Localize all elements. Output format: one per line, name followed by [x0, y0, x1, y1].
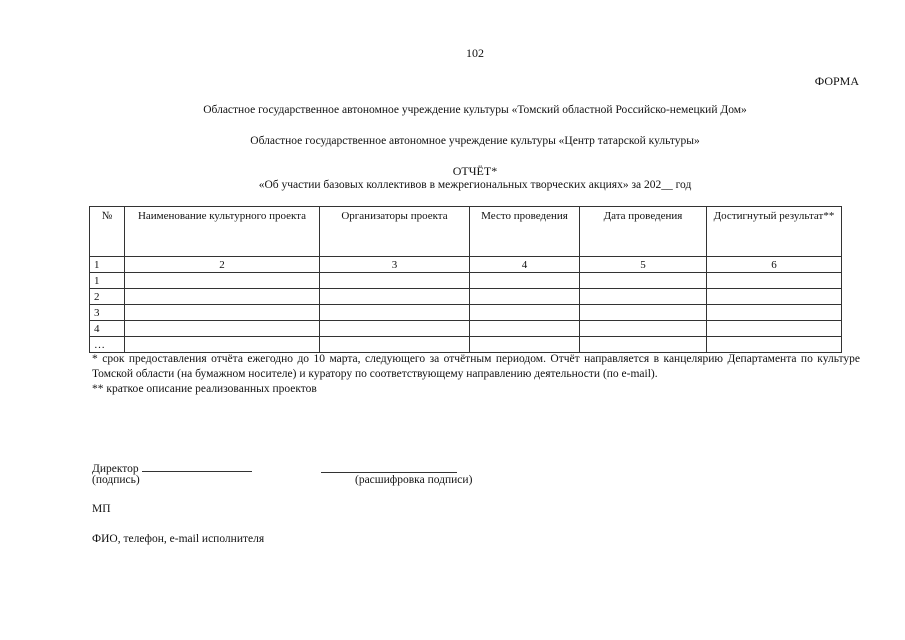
table-cell	[320, 337, 470, 353]
table-cell	[470, 289, 580, 305]
report-title: ОТЧЁТ*	[452, 164, 498, 178]
organization-1: Областное государственное автономное учреждение культуры «Томский областной Российско-немецкий Дом»	[203, 104, 747, 116]
executor-label: ФИО, телефон, e-mail исполнителя	[92, 533, 265, 545]
footnote-deadline: * срок предоставления отчёта ежегодно до 10 марта, следующего за отчётным периодом. Отчёт направляется в канцелярию Департамента по культуре Томской области (на бумажном носителе) и куратору по соответствующему направлению деятельности (по e-mail).	[92, 353, 860, 380]
table-cell	[580, 321, 707, 337]
table-cell	[470, 321, 580, 337]
table-row	[90, 289, 842, 305]
header-date: Дата проведения	[580, 207, 707, 257]
column-number: 6	[707, 257, 842, 273]
table-cell	[580, 305, 707, 321]
table-cell	[320, 273, 470, 289]
table-cell	[470, 337, 580, 353]
signature-caption: (подпись)	[92, 474, 140, 486]
table-row	[90, 273, 842, 289]
table-cell	[125, 273, 320, 289]
column-number-row	[90, 257, 842, 273]
footnote-description: ** краткое описание реализованных проектов	[92, 383, 317, 395]
row-number: …	[90, 337, 125, 353]
header-venue: Место проведения	[470, 207, 580, 257]
row-number: 2	[90, 289, 125, 305]
table-cell	[707, 289, 842, 305]
director-label: Директор	[92, 463, 139, 475]
table-cell	[707, 337, 842, 353]
table-cell	[125, 289, 320, 305]
form-label: ФОРМА	[814, 74, 859, 88]
table-cell	[580, 337, 707, 353]
header-organizers: Организаторы проекта	[320, 207, 470, 257]
row-number: 4	[90, 321, 125, 337]
report-subtitle: «Об участии базовых коллективов в межрегиональных творческих акциях» за 202__ год	[258, 179, 692, 191]
header-result: Достигнутый результат**	[707, 207, 842, 257]
footnotes	[92, 352, 860, 397]
table-cell	[580, 273, 707, 289]
page-number: 102	[466, 46, 484, 60]
decoding-underline	[321, 461, 457, 473]
table-cell	[125, 337, 320, 353]
stamp-label: МП	[92, 503, 111, 515]
table-cell	[470, 273, 580, 289]
row-number: 1	[90, 273, 125, 289]
column-number: 1	[90, 257, 125, 273]
table-cell	[320, 321, 470, 337]
table-row	[90, 337, 842, 353]
table-cell	[320, 289, 470, 305]
column-number: 3	[320, 257, 470, 273]
table-cell	[707, 273, 842, 289]
table-header-row	[90, 207, 842, 257]
table-cell	[707, 305, 842, 321]
table-cell	[125, 321, 320, 337]
header-project-name: Наименование культурного проекта	[125, 207, 320, 257]
table-cell	[707, 321, 842, 337]
decoding-caption: (расшифровка подписи)	[355, 474, 473, 486]
organization-2: Областное государственное автономное учреждение культуры «Центр татарской культуры»	[250, 135, 700, 147]
row-number: 3	[90, 305, 125, 321]
table-cell	[125, 305, 320, 321]
column-number: 4	[470, 257, 580, 273]
director-signature-row	[92, 460, 252, 475]
table-cell	[580, 289, 707, 305]
column-number: 2	[125, 257, 320, 273]
signature-line	[142, 460, 252, 472]
table-row	[90, 321, 842, 337]
table-row	[90, 305, 842, 321]
column-number: 5	[580, 257, 707, 273]
header-number: №	[90, 207, 125, 257]
table-cell	[320, 305, 470, 321]
table-cell	[470, 305, 580, 321]
report-table	[89, 206, 842, 353]
